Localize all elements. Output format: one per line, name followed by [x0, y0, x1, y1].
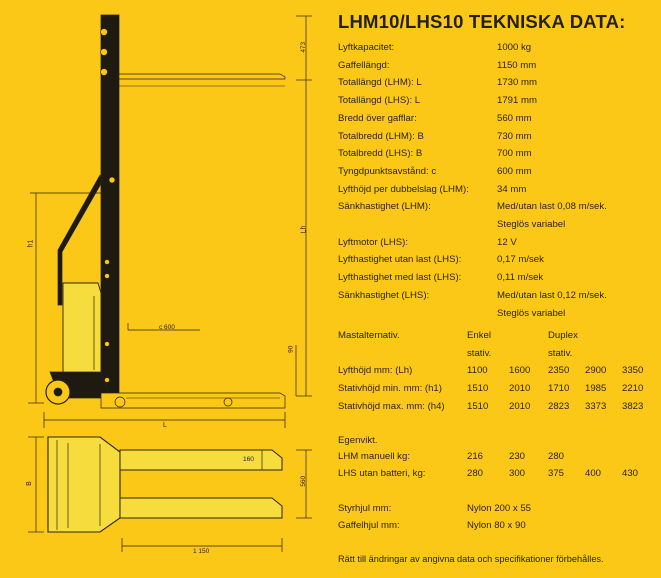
mast-duplex-header-line2: stativ. — [548, 348, 573, 359]
dim-label-90: 90 — [287, 345, 295, 353]
page-title: LHM10/LHS10 TEKNISKA DATA: — [338, 11, 626, 32]
side-view — [28, 15, 312, 428]
weight-heading: Egenvikt. — [338, 435, 378, 446]
spec-value: 730 mm — [497, 130, 532, 142]
wheel-value: Nylon 200 x 55 — [467, 503, 531, 514]
spec-label: Lyfthastighet med last (LHS): — [338, 272, 462, 284]
spec-value: 700 mm — [497, 148, 532, 160]
mast-duplex-header: Duplex — [548, 330, 578, 341]
spec-value: Med/utan last 0,08 m/sek. — [497, 201, 607, 213]
mast-cell: 2010 — [509, 383, 531, 394]
mast-cell: 3823 — [622, 401, 644, 412]
dim-label-b: B — [25, 481, 33, 486]
dim-label-h1: h1 — [27, 239, 35, 248]
weight-cell: 216 — [467, 451, 484, 462]
dim-label-1150: 1 150 — [193, 548, 210, 555]
spec-label: Lyfthastighet utan last (LHS): — [338, 254, 462, 266]
dim-label-c600: c 600 — [159, 324, 175, 331]
spec-label: Totallängd (LHM): L — [338, 77, 422, 89]
spec-value: Steglös variabel — [497, 219, 566, 230]
mast-cell: 2350 — [548, 365, 570, 376]
mast-cell: 1510 — [467, 383, 489, 394]
weight-row-label: LHM manuell kg: — [338, 451, 410, 462]
spec-value: 1000 kg — [497, 42, 532, 53]
mast-row-label: Lyfthöjd mm: (Lh) — [338, 365, 413, 376]
footnote: Rätt till ändringar av angivna data och specifikationer förbehålles. — [338, 554, 604, 564]
weight-cell: 280 — [548, 451, 565, 462]
mast-enkel-header-line2: stativ. — [467, 348, 492, 359]
mast-cell: 1710 — [548, 383, 570, 394]
spec-label: Totalbredd (LHS): B — [338, 148, 423, 160]
machine-body — [63, 283, 101, 374]
spec-value: 0,17 m/sek — [497, 254, 544, 266]
mast-cell: 1985 — [585, 383, 607, 394]
spec-label: Lyftkapacitet: — [338, 42, 395, 53]
spec-label: Tyngdpunktsavstånd: c — [338, 165, 437, 177]
top-fork-upper — [120, 450, 282, 470]
spec-value: 34 mm — [497, 183, 527, 195]
dim-label-160: 160 — [243, 456, 254, 463]
mast-cell: 1600 — [509, 365, 531, 376]
mast-heading: Mastalternativ. — [338, 330, 400, 341]
mast-row-label: Stativhöjd min. mm: (h1) — [338, 383, 442, 394]
top-view-body — [48, 437, 120, 532]
spec-label: Bredd över gafflar: — [338, 112, 417, 124]
weight-cell: 230 — [509, 451, 526, 462]
spec-value: 1150 mm — [497, 59, 537, 71]
mast-cell: 1100 — [467, 365, 488, 376]
spec-value: 0,11 m/sek — [497, 272, 544, 284]
dim-label-lh: Lh — [300, 225, 308, 234]
mast-enkel-header: Enkel — [467, 330, 491, 341]
wheel-label: Gaffelhjul mm: — [338, 520, 400, 531]
weight-cell: 300 — [509, 468, 526, 479]
spec-label: Sänkhastighet (LHS): — [338, 289, 430, 301]
spec-value: 600 mm — [497, 165, 532, 177]
spec-value: 560 mm — [497, 112, 532, 124]
wheel-value: Nylon 80 x 90 — [467, 520, 526, 531]
spec-label: Gaffellängd: — [338, 59, 390, 71]
top-fork-lower — [120, 498, 282, 518]
spec-value: 12 V — [497, 236, 517, 248]
spec-value: Steglös variabel — [497, 307, 566, 319]
mast-cell: 2823 — [548, 401, 570, 412]
wheel-label: Styrhjul mm: — [338, 503, 392, 514]
mast-cell: 1510 — [467, 401, 489, 412]
top-view — [25, 437, 312, 552]
dim-label-473: 473 — [300, 41, 308, 53]
spec-value: Med/utan last 0,12 m/sek. — [497, 289, 607, 301]
mast-row-label: Stativhöjd max. mm: (h4) — [338, 401, 445, 412]
spec-value: 1730 mm — [497, 77, 537, 89]
weight-cell: 430 — [622, 468, 639, 479]
weight-cell: 375 — [548, 468, 565, 479]
spec-label: Totalbredd (LHM): B — [338, 130, 424, 142]
mast-cell: 3373 — [585, 401, 607, 412]
mast-cell: 3350 — [622, 365, 644, 376]
dim-label-l: L — [163, 422, 167, 429]
mast-cell: 2900 — [585, 365, 607, 376]
weight-cell: 280 — [467, 468, 484, 479]
spec-value: 1791 mm — [497, 95, 537, 107]
weight-cell: 400 — [585, 468, 602, 479]
mast-cell: 2010 — [509, 401, 531, 412]
weight-row-label: LHS utan batteri, kg: — [338, 468, 426, 479]
spec-label: Lyftmotor (LHS): — [338, 236, 409, 248]
mast-cell: 2210 — [622, 383, 644, 394]
spec-label: Sänkhastighet (LHM): — [338, 201, 431, 213]
dim-label-560: 560 — [300, 475, 308, 487]
spec-label: Lyfthöjd per dubbelslag (LHM): — [338, 183, 469, 195]
spec-label: Totallängd (LHS): L — [338, 95, 421, 107]
